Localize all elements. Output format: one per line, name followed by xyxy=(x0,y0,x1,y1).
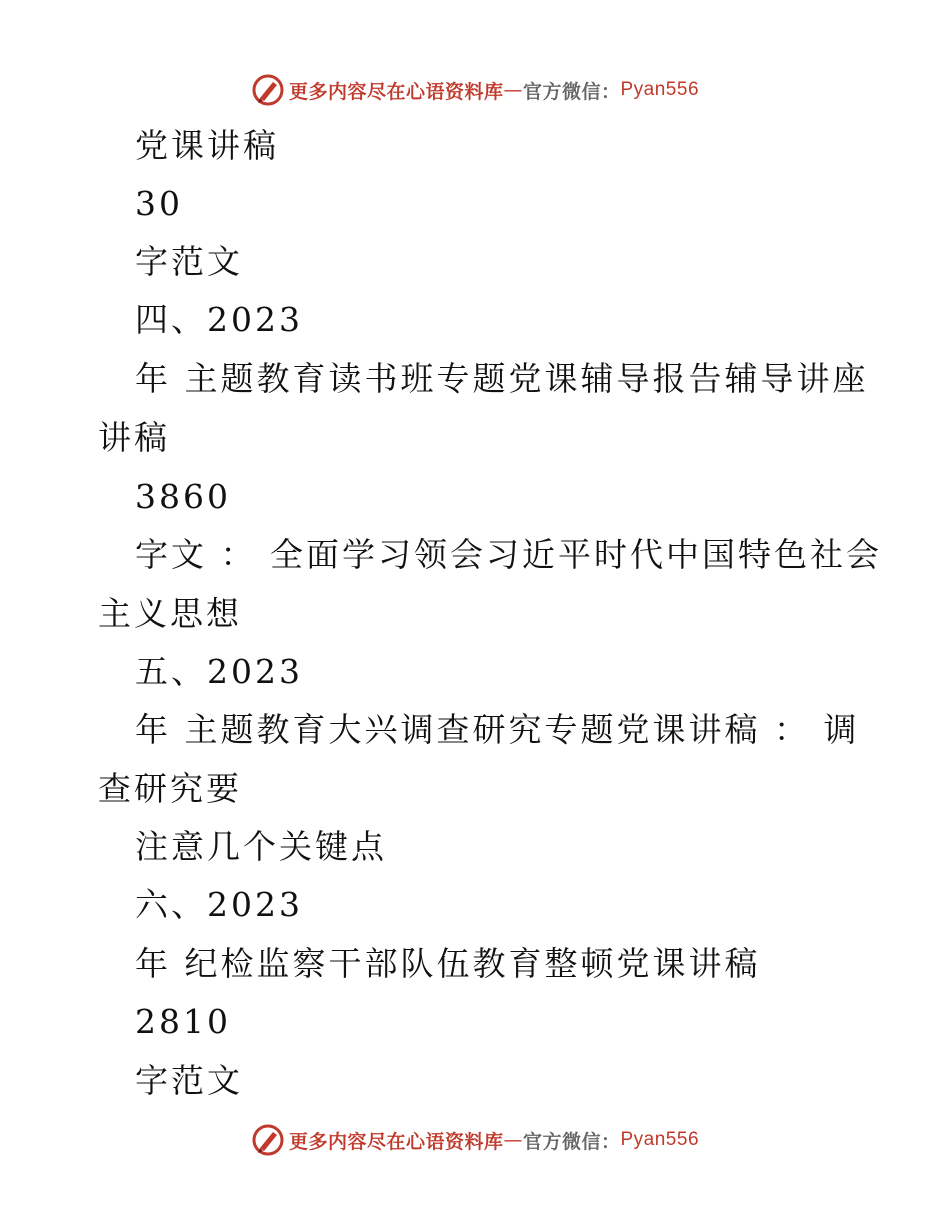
doc-line: 六、2023 xyxy=(135,885,303,924)
doc-line: 主义思想 xyxy=(98,594,242,633)
pen-logo-icon xyxy=(251,1123,285,1157)
doc-line: 查研究要 xyxy=(98,769,242,808)
doc-line: 讲稿 xyxy=(98,418,170,457)
doc-line: 年 纪检监察干部队伍教育整顿党课讲稿 xyxy=(135,944,761,983)
doc-line: 字范文 xyxy=(135,242,243,281)
doc-line: 党课讲稿 xyxy=(135,126,279,165)
doc-line: 年 主题教育读书班专题党课辅导报告辅导讲座 xyxy=(135,359,869,398)
pen-logo-icon xyxy=(251,73,285,107)
doc-line: 年 主题教育大兴调查研究专题党课讲稿 ： 调 xyxy=(135,710,860,749)
doc-line: 2810 xyxy=(135,1002,231,1041)
banner-contact-label: 官方微信： xyxy=(522,1130,621,1153)
header-watermark-banner xyxy=(0,70,950,110)
banner-wechat-id: Pyan556 xyxy=(620,79,700,100)
doc-line: 字范文 xyxy=(135,1061,243,1100)
banner-main-text: 更多内容尽在心语资料库 xyxy=(288,1130,504,1153)
doc-line: 3860 xyxy=(135,477,231,516)
doc-line: 五、2023 xyxy=(135,652,303,691)
doc-line: 30 xyxy=(135,184,183,223)
banner-main-text: 更多内容尽在心语资料库 xyxy=(288,80,504,103)
doc-line: 字文 ： 全面学习领会习近平时代中国特色社会 xyxy=(135,535,882,574)
banner-wechat-id: Pyan556 xyxy=(620,1129,700,1150)
banner-dash: — xyxy=(503,79,523,101)
doc-line: 四、2023 xyxy=(135,300,303,339)
doc-line: 注意几个关键点 xyxy=(135,827,387,866)
banner-dash: — xyxy=(503,1129,523,1151)
banner-contact-label: 官方微信： xyxy=(522,80,621,103)
footer-watermark-banner xyxy=(0,1120,950,1160)
